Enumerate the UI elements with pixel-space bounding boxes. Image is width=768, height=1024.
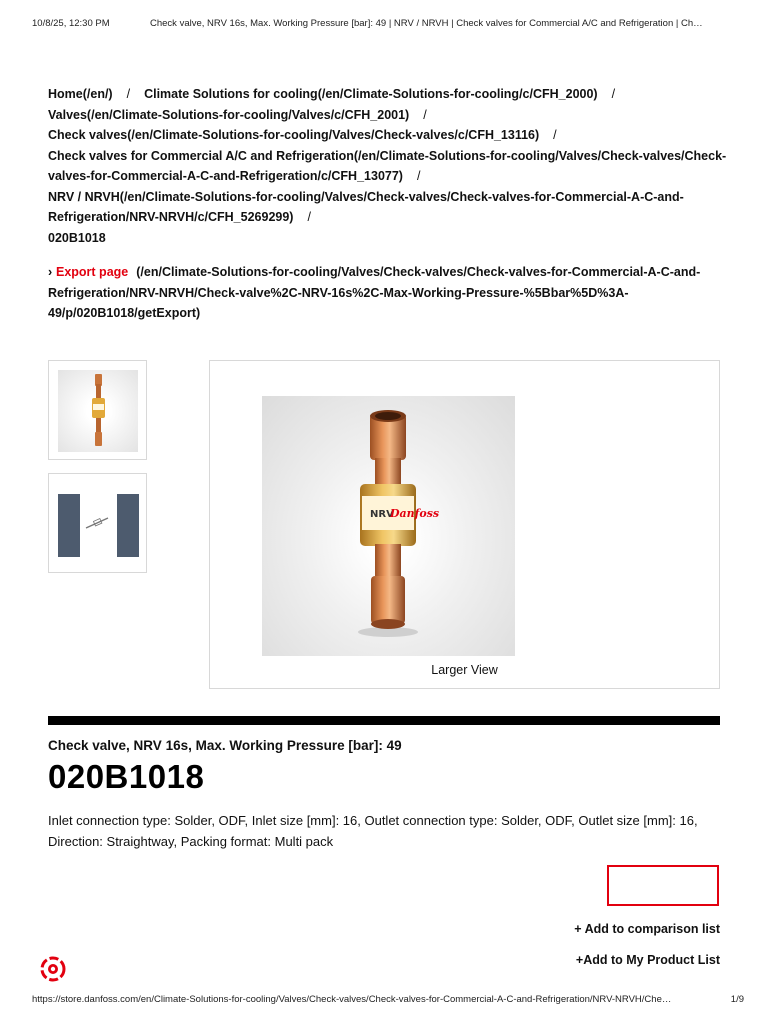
product-subtitle: Check valve, NRV 16s, Max. Working Pressure [bar]: 49 (48, 738, 402, 753)
breadcrumb (48, 84, 728, 248)
valve-thumbnail-image (58, 370, 138, 452)
breadcrumb-home[interactable]: Home(/en/) (48, 87, 113, 101)
breadcrumb-climate-solutions[interactable]: Climate Solutions for cooling(/en/Climate-Solutions-for-cooling/c/CFH_2000) (144, 87, 598, 101)
print-page-number: 1/9 (730, 994, 744, 1005)
chevron-right-icon: › (48, 265, 53, 279)
add-to-cart-button[interactable] (607, 865, 719, 906)
breadcrumb-separator: / (611, 87, 616, 101)
larger-view-link[interactable]: Larger View (431, 663, 498, 677)
thumbnail-drawing[interactable] (48, 473, 147, 573)
export-page-link[interactable] (48, 262, 728, 324)
breadcrumb-current-product: 020B1018 (48, 230, 106, 245)
breadcrumb-separator: / (307, 210, 311, 224)
breadcrumb-separator: / (423, 107, 427, 122)
thumbnail-product-photo[interactable] (48, 360, 147, 460)
print-page-title: Check valve, NRV 16s, Max. Working Pressure [bar]: 49 | NRV / NRVH | Check valves for Commercial A/C and Refrigeration | Ch… (150, 18, 703, 29)
breadcrumb-nrv-nrvh[interactable]: NRV / NRVH(/en/Climate-Solutions-for-cooling/Valves/Check-valves/Check-valves-for-Commercial-A-C-and-Refrigeration/NRV-NRVH/c/CFH_5269299) (48, 189, 684, 224)
print-header (32, 18, 744, 29)
add-to-my-product-list-link[interactable]: +Add to My Product List (575, 953, 720, 967)
print-url: https://store.danfoss.com/en/Climate-Solutions-for-cooling/Valves/Check-valves/Check-valves-for-Commercial-A-C-and-Refrigeration/NRV-NRVH/Che… (32, 994, 672, 1005)
svg-text:Danfoss: Danfoss (390, 507, 440, 520)
drawing-sheet (80, 494, 117, 557)
image-viewer (209, 360, 720, 689)
breadcrumb-separator: / (553, 128, 557, 142)
breadcrumb-separator: / (126, 87, 131, 101)
breadcrumb-valves[interactable]: Valves(/en/Climate-Solutions-for-cooling/Valves/c/CFH_2001) (48, 107, 410, 122)
export-page-url: (/en/Climate-Solutions-for-cooling/Valves/Check-valves/Check-valves-for-Commercial-A-C-and-Refrigeration/NRV-NRVH/Check-valve%2C-NRV-16s%2C-Max-Working-Pressure-%5Bbar%5D%3A-49/p/020B1018/getExport) (48, 265, 701, 320)
add-to-comparison-list-link[interactable]: + Add to comparison list (574, 922, 720, 936)
check-valve-illustration (262, 396, 515, 656)
print-footer (32, 994, 744, 1005)
breadcrumb-check-valves-commercial[interactable]: Check valves for Commercial A/C and Refrigeration(/en/Climate-Solutions-for-cooling/Valves/Check-valves/Check-valves-for-Commercial-A-C-and-Refrigeration/c/CFH_13077) (48, 148, 727, 183)
print-datetime: 10/8/25, 12:30 PM (32, 18, 110, 29)
section-divider (48, 716, 720, 725)
breadcrumb-check-valves[interactable]: Check valves(/en/Climate-Solutions-for-cooling/Valves/Check-valves/c/CFH_13116) (48, 128, 540, 142)
breadcrumb-separator: / (416, 169, 421, 183)
product-code: 020B1018 (48, 758, 205, 795)
chat-support-icon[interactable] (40, 956, 66, 982)
valve-product-photo[interactable] (262, 396, 515, 656)
valve-marking: NRV (370, 509, 394, 520)
export-page-label[interactable]: Export page (56, 265, 129, 279)
product-description: Inlet connection type: Solder, ODF, Inlet size [mm]: 16, Outlet connection type: Solder, ODF, Outlet size [mm]: 16, Direction: Straightway, Packing format: Multi pack (48, 813, 698, 849)
drawing-thumbnail-image (58, 494, 139, 557)
